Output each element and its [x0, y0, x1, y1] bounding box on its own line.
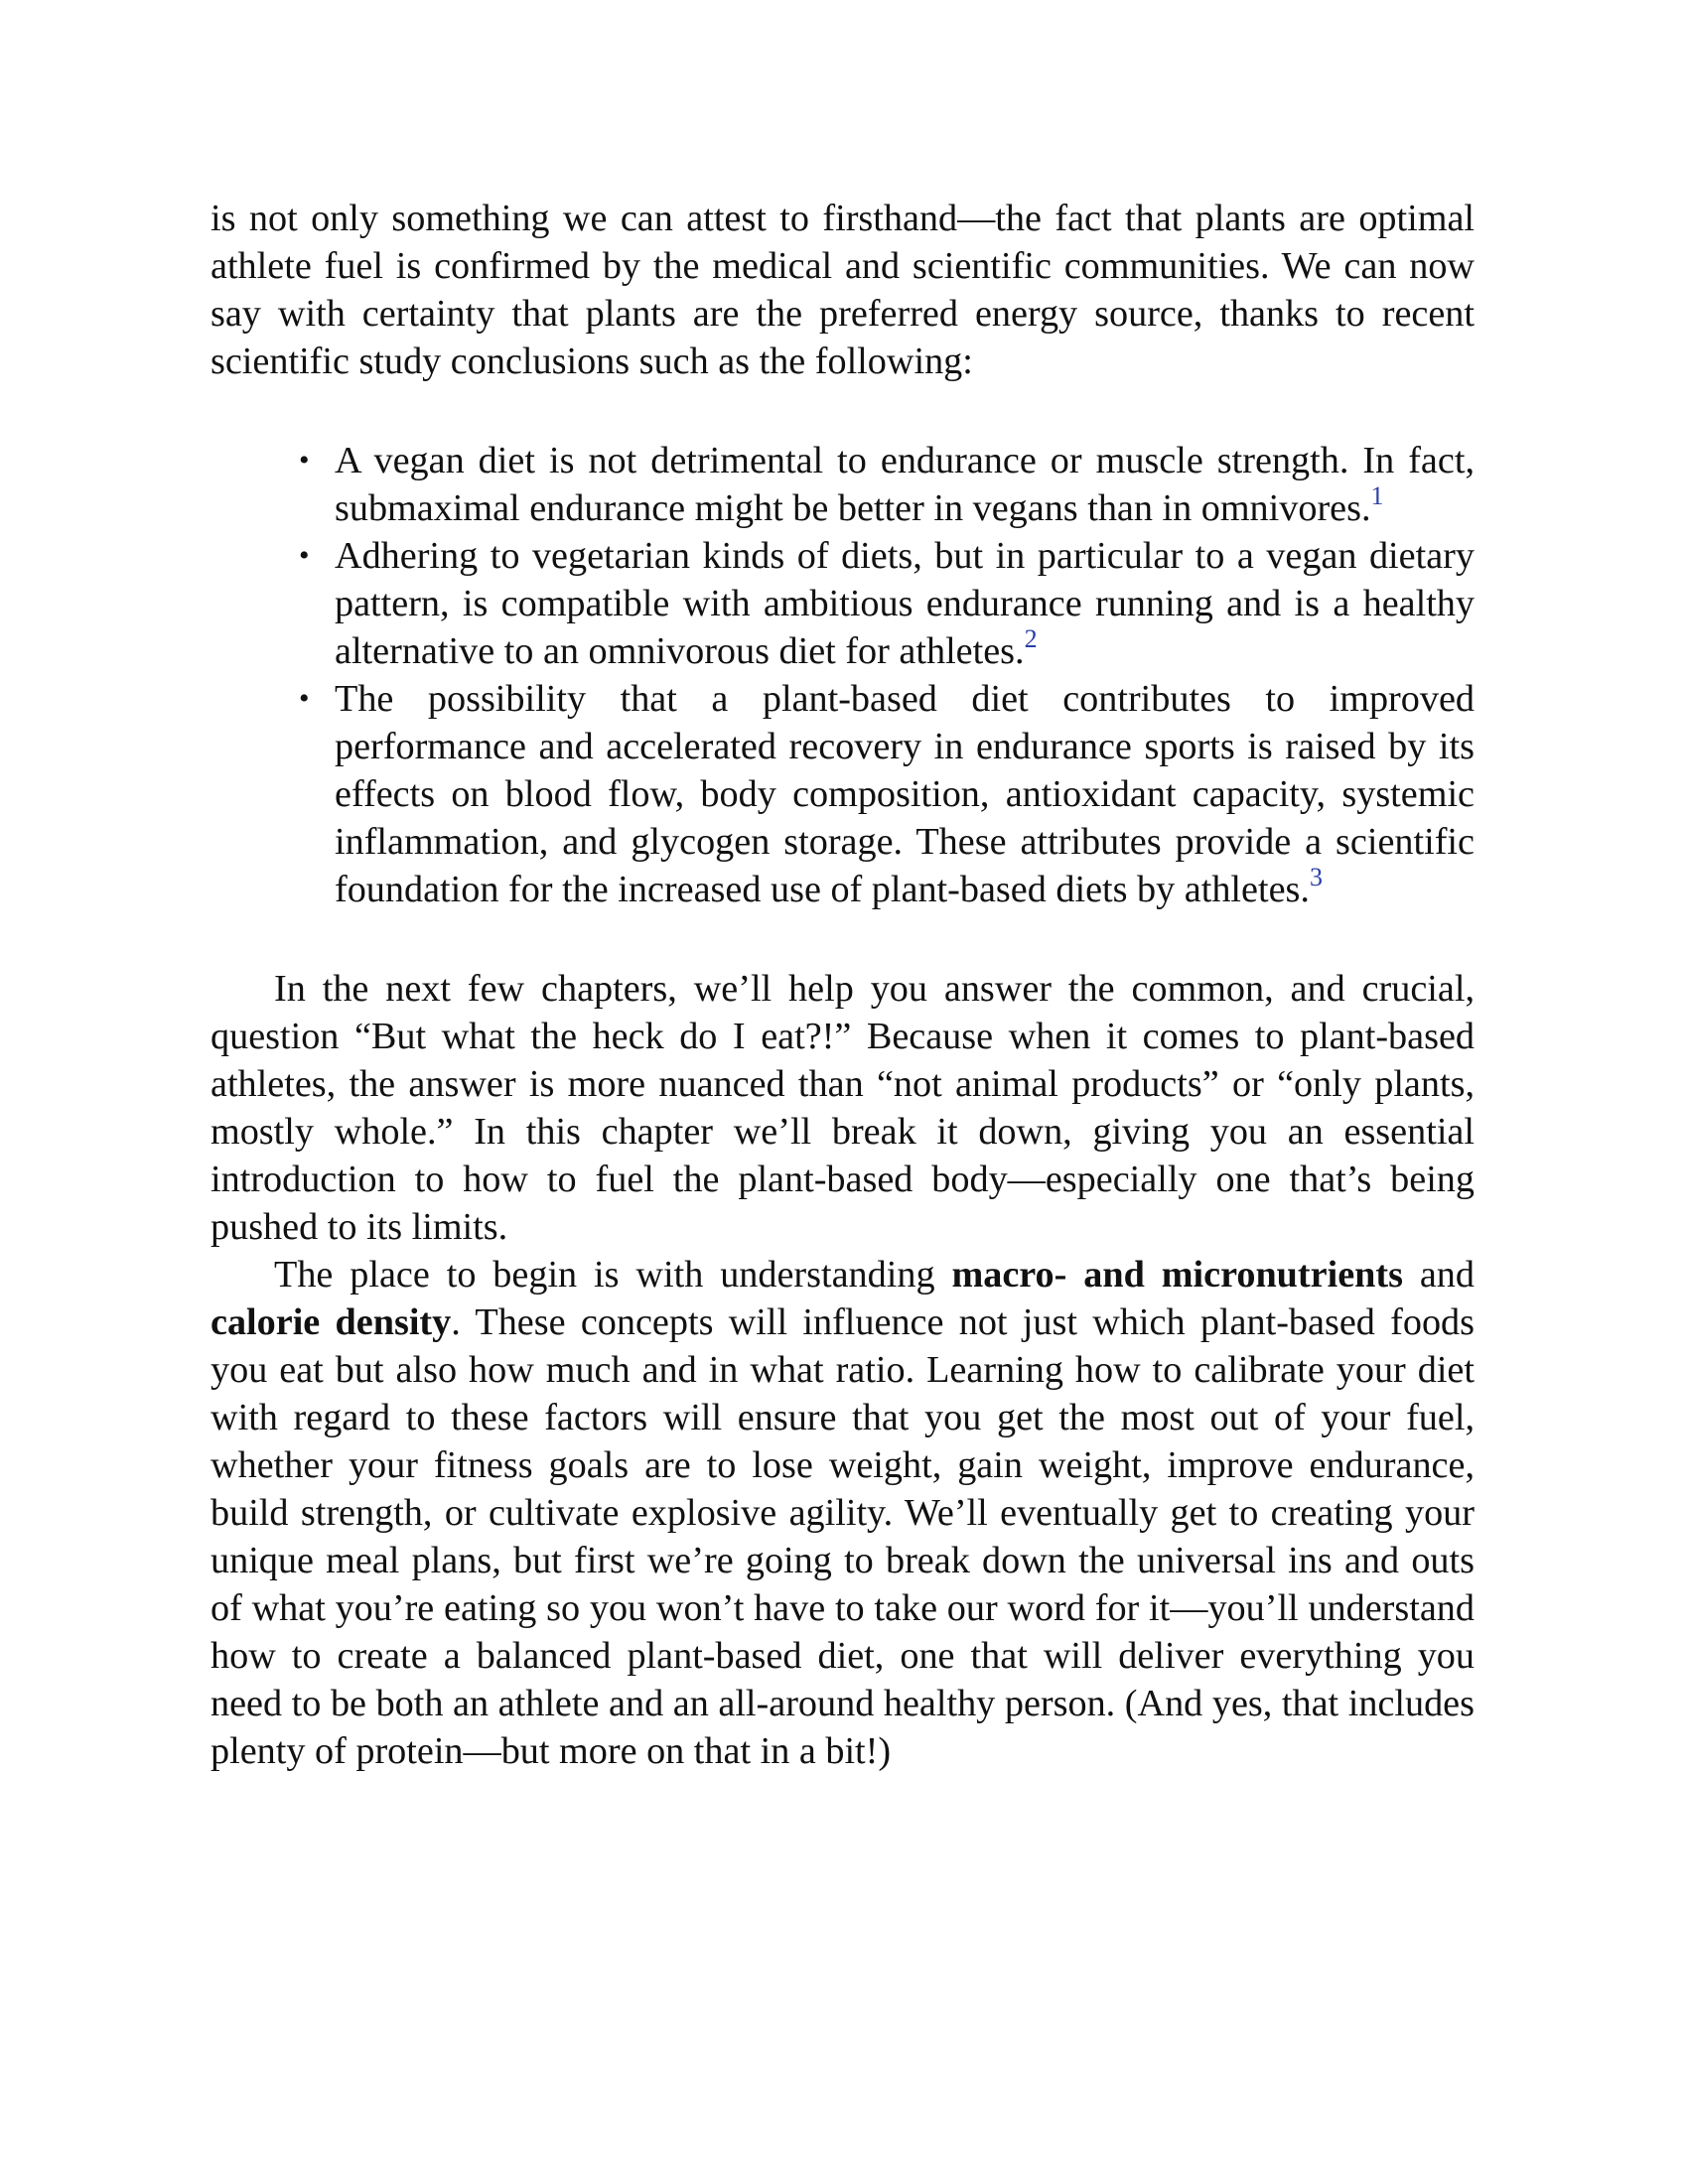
page-body — [211, 195, 1475, 1775]
list-item-text: A vegan diet is not detrimental to endurance or muscle strength. In fact, submaximal endurance might be better in vegans than in omnivores. — [335, 440, 1475, 529]
footnote-link-1[interactable]: 1 — [1370, 481, 1384, 510]
study-conclusions-list — [211, 437, 1475, 913]
bullet-icon: • — [299, 682, 310, 715]
list-item-text: Adhering to vegetarian kinds of diets, but in particular to a vegan dietary pattern, is compatible with ambitious endurance running and is a healthy alternative to an omnivorous diet for athletes. — [335, 535, 1475, 672]
next-chapters-paragraph: In the next few chapters, we’ll help you answer the common, and crucial, question “But what the heck do I eat?!” Because when it comes to plant-based athletes, the answer is more nuanced than “not animal products” or “only plants, mostly whole.” In this chapter we’ll break it down, giving you an essential introduction to how to fuel the plant-based body—especially one that’s being pushed to its limits. — [211, 968, 1475, 1248]
footnote-link-3[interactable]: 3 — [1309, 863, 1323, 891]
bold-term-calorie-density: calorie density — [211, 1301, 452, 1343]
bullet-icon: • — [299, 539, 310, 572]
list-item — [299, 675, 1475, 913]
list-item-text: The possibility that a plant-based diet contributes to improved performance and accelerated recovery in endurance sports is raised by its effects on blood flow, body composition, antioxidant capacity, systemic inflammation, and glycogen storage. These attributes provide a scientific foundation for the increased use of plant-based diets by athletes. — [335, 678, 1475, 910]
macronutrients-paragraph — [211, 1251, 1475, 1775]
bold-term-macro-micronutrients: macro- and micronutrients — [951, 1254, 1403, 1296]
list-item — [299, 532, 1475, 675]
paragraph-text-after: . These concepts will influence not just which plant-based foods you eat but also how much and in what ratio. Learning how to calibrate your diet with regard to these factors will ensure that you get the most out of your fuel, whether your fitness goals are to lose weight, gain weight, improve endurance, build strength, or cultivate explosive agility. We’ll eventually get to creating your unique meal plans, but first we’re going to break down the universal ins and outs of what you’re eating so you won’t have to take our word for it—you’ll understand how to create a balanced plant-based diet, one that will deliver everything you need to be both an athlete and an all-around healthy person. (And yes, that includes plenty of protein—but more on that in a bit!) — [211, 1301, 1475, 1772]
footnote-link-2[interactable]: 2 — [1024, 624, 1038, 653]
intro-paragraph: is not only something we can attest to firsthand—the fact that plants are optimal athlete fuel is confirmed by the medical and scientific communities. We can now say with certainty that plants are the preferred energy source, thanks to recent scientific study conclusions such as the following: — [211, 198, 1475, 382]
bullet-icon: • — [299, 444, 310, 477]
list-item — [299, 437, 1475, 532]
paragraph-text-before: The place to begin is with understanding — [274, 1254, 952, 1296]
paragraph-text-middle: and — [1402, 1254, 1475, 1296]
